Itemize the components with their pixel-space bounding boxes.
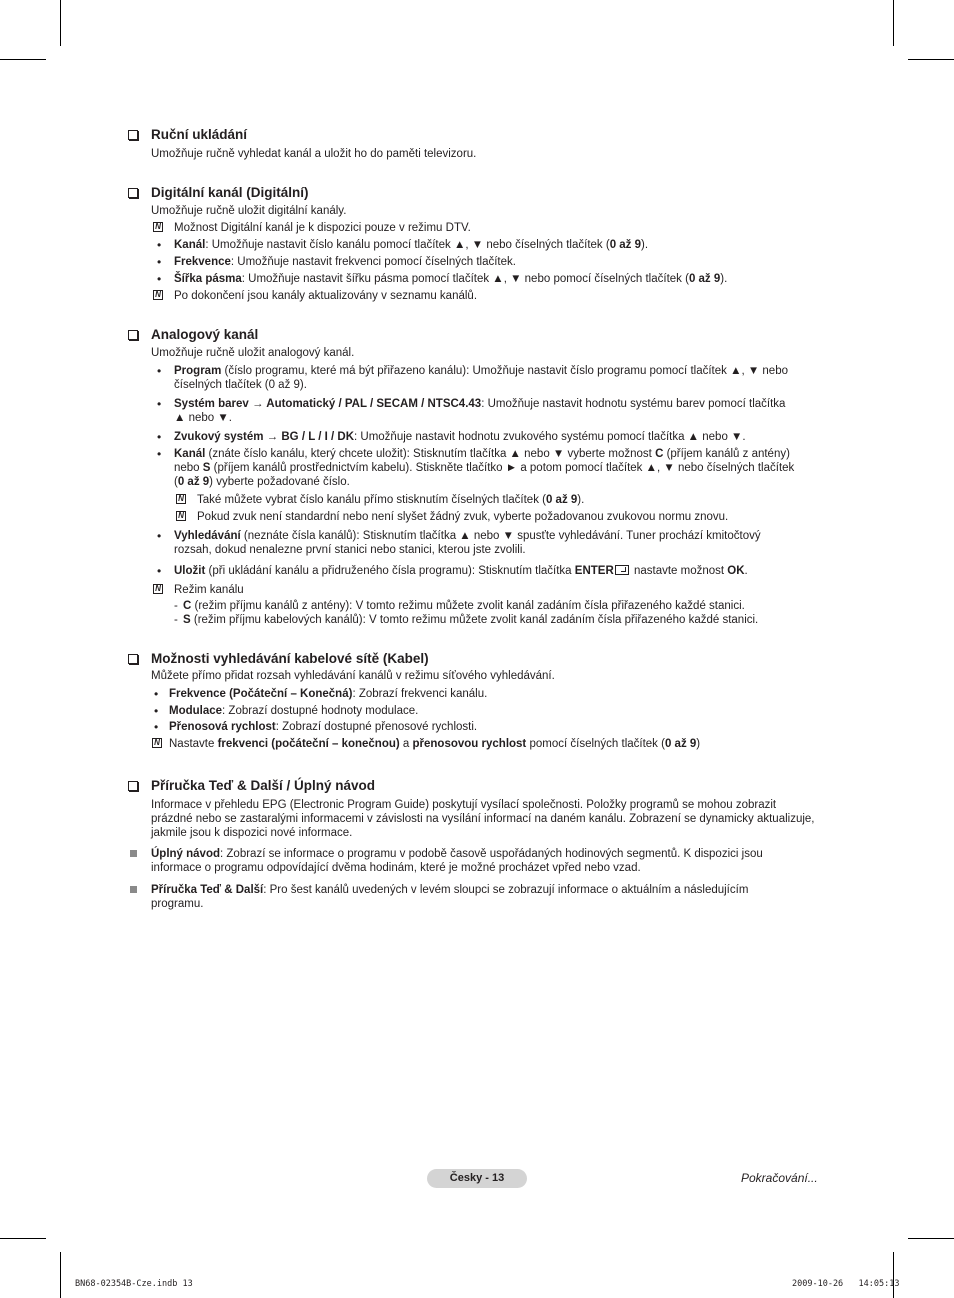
section-heading: [128, 777, 818, 795]
section-epg-guide: [128, 777, 818, 913]
note-text: Po dokončení jsou kanály aktualizovány v seznamu kanálů.: [174, 290, 478, 302]
item-text: : Umožňuje nastavit číslo kanálu pomocí tlačítek ▲, ▼ nebo číselných tlačítek (: [205, 239, 610, 251]
checkbox-icon: [128, 654, 138, 664]
list-item: [128, 564, 818, 583]
note-icon: N: [153, 584, 163, 594]
list-item: [128, 430, 818, 447]
dash-marker: -: [174, 614, 178, 626]
crop-mark: [908, 59, 954, 60]
item-text: (znáte číslo kanálu, který chcete uložit): Stisknutím tlačítka ▲ nebo ▼ vyberte možnost: [205, 448, 656, 460]
section-heading: [128, 184, 818, 202]
item-term: Šířka pásma: [174, 273, 242, 285]
section-manual-store: [128, 126, 818, 184]
item-term: Vyhledávání: [174, 530, 241, 542]
crop-mark: [0, 59, 46, 60]
section-heading: [128, 126, 818, 144]
bullet-icon: •: [157, 238, 162, 252]
manual-content: [128, 126, 818, 913]
section-description: Umožňuje ručně uložit analogový kanál.: [151, 347, 355, 359]
item-text: rozsah, dokud nenalezne první stanici nebo stanici, kterou jste zvolili.: [174, 544, 526, 556]
note-icon: N: [153, 290, 163, 300]
item-text: (příjem kanálů prostřednictvím kabelu). Stiskněte tlačítko ► a potom pomocí tlačítek ▲, ▼ nebo číselných tlačítek: [210, 462, 795, 474]
item-text: : Pro šest kanálů uvedených v levém sloupci se zobrazují informace o aktuálním a následujícím: [263, 884, 749, 896]
item-term: Úplný návod: [151, 848, 221, 860]
heading-text: Digitální kanál (Digitální): [151, 185, 309, 200]
item-term: Uložit: [174, 565, 206, 577]
list-item: [128, 255, 818, 272]
checkbox-icon: [128, 781, 138, 791]
note-icon: N: [152, 738, 162, 748]
item-text: ▲ nebo ▼.: [174, 412, 232, 424]
item-term: C: [655, 448, 664, 460]
note-item: [128, 289, 818, 306]
list-item: [128, 704, 818, 720]
section-heading: [128, 650, 818, 668]
note-text: Také můžete vybrat číslo kanálu přímo stisknutím číselných tlačítek (: [197, 494, 546, 506]
note-term: frekvenci (počáteční – konečnou): [217, 738, 400, 750]
item-term: 0 až 9: [177, 476, 210, 488]
item-term: Modulace: [169, 705, 223, 717]
section-digital-channel: [128, 184, 818, 326]
bullet-icon: •: [154, 687, 159, 701]
note-item: [128, 737, 818, 754]
item-text: informace o programu odpovídající dvěma hodinám, které je možné procházet vpřed nebo vzad.: [151, 862, 641, 874]
crop-mark: [893, 0, 894, 46]
crop-mark: [60, 0, 61, 46]
item-term: OK: [727, 565, 745, 577]
note-term: přenosovou rychlost: [412, 738, 527, 750]
list-item: [128, 529, 818, 564]
bullet-icon: •: [157, 529, 162, 543]
section-description: Můžete přímo přidat rozsah vyhledávání kanálů v režimu síťového vyhledávání.: [151, 670, 555, 682]
list-item: [128, 238, 818, 255]
item-text: ) vyberte požadované číslo.: [209, 476, 350, 488]
bullet-icon: •: [157, 564, 162, 578]
item-term: Příručka Teď & Další: [151, 884, 264, 896]
section-description: Umožňuje ručně uložit digitální kanály.: [151, 205, 347, 217]
square-bullet-icon: [130, 850, 137, 857]
note-text: ).: [577, 494, 585, 506]
item-text: ).: [720, 273, 728, 285]
print-slug-date: 2009-10-26 ￼ 14:05:13: [792, 1279, 900, 1289]
crop-mark: [60, 1252, 61, 1298]
dash-item: [128, 599, 818, 613]
checkbox-icon: [128, 330, 138, 340]
square-item: [128, 847, 818, 883]
item-term: ENTER: [574, 565, 614, 577]
note-term: 0 až 9: [545, 494, 578, 506]
dash-item: [128, 613, 818, 627]
item-term: Zvukový systém → BG / L / I / DK: [174, 431, 355, 443]
list-item: [128, 720, 818, 737]
description-line: prázdné nebo se zastaralými informacemi v závislosti na vysílání informací na daném kanálu. Zobrazení se dynamicky: [151, 813, 754, 825]
item-term: S: [183, 614, 191, 626]
item-text: ).: [641, 239, 649, 251]
note-item: [128, 221, 818, 238]
item-term: Systém barev → Automatický / PAL / SECAM / NTSC4.43: [174, 398, 482, 410]
note-text: Pokud zvuk není standardní nebo není slyšet žádný zvuk, vyberte požadovanou zvukovou normu znovu.: [197, 511, 729, 523]
item-line: [174, 461, 818, 475]
item-line: [174, 447, 818, 461]
section-cable-search: [128, 650, 818, 777]
item-term: Program: [174, 365, 222, 377]
note-text: ): [696, 738, 701, 750]
note-text: Možnost Digitální kanál je k dispozici pouze v režimu DTV.: [174, 222, 471, 234]
note-text: Režim kanálu: [174, 584, 244, 596]
item-term: Frekvence: [174, 256, 231, 268]
enter-icon: [615, 565, 629, 575]
bullet-icon: •: [157, 272, 162, 286]
item-text: programu.: [151, 898, 204, 910]
square-bullet-icon: [130, 886, 137, 893]
item-text: (: [174, 476, 178, 488]
item-text: : Zobrazí se informace o programu v podobě časově uspořádaných hodinových segmentů. K dispozici jsou: [220, 848, 763, 860]
list-item: [128, 272, 818, 289]
crop-mark: [0, 1238, 46, 1239]
item-text: nebo: [174, 462, 203, 474]
section-analog-channel: [128, 326, 818, 650]
note-item: [128, 583, 818, 599]
item-text: : Zobrazí dostupné přenosové rychlosti.: [275, 721, 478, 733]
note-text: Nastavte: [169, 738, 218, 750]
item-text: (režim příjmu kabelových kanálů): V tomto režimu můžete zvolit kanál zadáním čísla přiřazeného každé stanici.: [190, 614, 759, 626]
list-item: [128, 364, 818, 397]
item-text: (neznáte čísla kanálů): Stisknutím tlačítka ▲ nebo ▼ spusťte vyhledávání. Tuner prochází kmitočtový: [240, 530, 761, 542]
list-item: [128, 687, 818, 704]
item-text: (režim příjmu kanálů z antény): V tomto režimu můžete zvolit kanál zadáním čísla přiřazeného každé stanici.: [191, 600, 745, 612]
heading-text: Ruční ukládání: [151, 127, 248, 142]
item-text: : Umožňuje nastavit hodnotu zvukového systému pomocí tlačítka ▲ nebo ▼.: [354, 431, 746, 443]
dash-marker: -: [174, 600, 178, 612]
bullet-icon: •: [157, 447, 162, 461]
checkbox-icon: [128, 188, 138, 198]
bullet-icon: •: [154, 720, 159, 734]
checkbox-icon: [128, 130, 138, 140]
note-text: a: [399, 738, 413, 750]
sub-note-item: [128, 493, 818, 510]
item-text: : Umožňuje nastavit šířku pásma pomocí tlačítek ▲, ▼ nebo pomocí číselných tlačítek (: [241, 273, 689, 285]
bullet-icon: •: [157, 255, 162, 269]
note-icon: N: [176, 494, 186, 504]
item-text: nastavte možnost: [630, 565, 728, 577]
item-line: [174, 475, 818, 489]
list-item: [128, 397, 818, 430]
item-term: S: [202, 462, 211, 474]
item-term: Kanál: [174, 239, 206, 251]
page-number-badge: Česky - 13: [427, 1169, 527, 1188]
continued-label: Pokračování...: [741, 1171, 818, 1185]
crop-mark: [893, 1252, 894, 1298]
description-line: Informace v přehledu EPG (Electronic Program Guide) poskytují vysílací společnosti. Položky programů se mohou zobrazit: [151, 799, 777, 811]
item-text: .: [744, 565, 748, 577]
item-text: (při ukládání kanálu a přidruženého čísla programu): Stisknutím tlačítka: [205, 565, 575, 577]
bullet-icon: •: [157, 364, 162, 378]
item-text: (číslo programu, které má být přiřazeno kanálu): Umožňuje nastavit číslo programu pomocí tlačítek ▲, ▼ nebo: [221, 365, 788, 377]
item-term: Frekvence (Počáteční – Konečná): [169, 688, 353, 700]
heading-text: Příručka Teď & Další / Úplný návod: [151, 778, 376, 793]
note-term: 0 až 9: [664, 738, 697, 750]
description-line: aktualizuje, jakmile jsou k dispozici nové informace.: [151, 813, 815, 839]
bullet-icon: •: [157, 397, 162, 411]
item-text: : Umožňuje nastavit frekvenci pomocí číselných tlačítek.: [230, 256, 516, 268]
bullet-icon: •: [157, 430, 162, 444]
heading-text: Možnosti vyhledávání kabelové sítě (Kabel): [151, 651, 429, 666]
item-text: : Zobrazí dostupné hodnoty modulace.: [222, 705, 419, 717]
note-text: pomocí číselných tlačítek (: [526, 738, 665, 750]
note-icon: N: [176, 511, 186, 521]
section-description: Umožňuje ručně vyhledat kanál a uložit ho do paměti televizoru.: [151, 148, 477, 160]
item-term: Přenosová rychlost: [169, 721, 276, 733]
print-slug-file: BN68-02354B-Cze.indb 13: [75, 1279, 193, 1289]
item-text: : Zobrazí frekvenci kanálu.: [352, 688, 488, 700]
bullet-icon: •: [154, 704, 159, 718]
item-term: Kanál: [174, 448, 206, 460]
section-description: [128, 798, 818, 847]
item-term: 0 až 9: [688, 273, 721, 285]
sub-note-item: [128, 510, 818, 529]
crop-mark: [908, 1238, 954, 1239]
item-term: 0 až 9: [609, 239, 642, 251]
item-text: (příjem kanálů z antény): [663, 448, 790, 460]
item-term: C: [183, 600, 192, 612]
note-icon: N: [153, 222, 163, 232]
list-item: [128, 447, 818, 493]
item-text: číselných tlačítek (0 až 9).: [174, 379, 307, 391]
heading-text: Analogový kanál: [151, 327, 259, 342]
item-text: : Umožňuje nastavit hodnotu systému barev pomocí tlačítka: [481, 398, 786, 410]
square-item: [128, 883, 818, 913]
section-heading: [128, 326, 818, 344]
